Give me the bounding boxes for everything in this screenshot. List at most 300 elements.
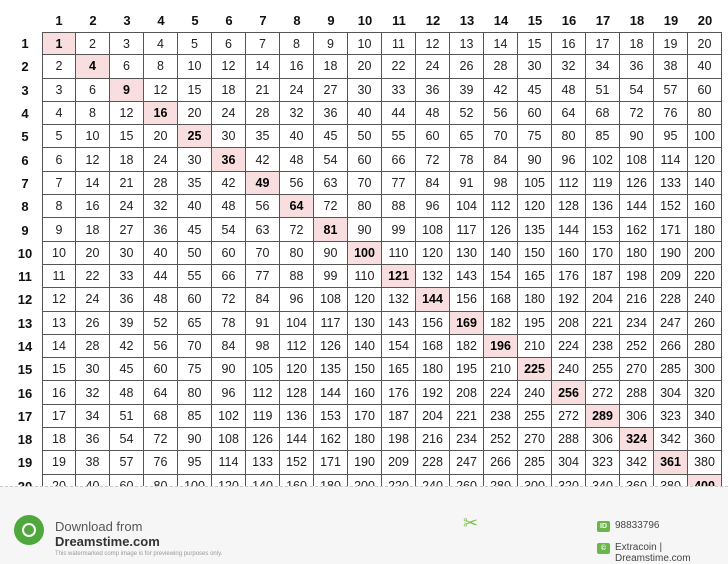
square-cell: 49	[246, 172, 280, 195]
row-header: 4	[21, 106, 29, 122]
product-cell: 340	[688, 405, 722, 428]
product-cell: 8	[76, 102, 110, 125]
product-cell: 285	[654, 358, 688, 381]
product-cell: 24	[110, 195, 144, 218]
product-cell: 238	[484, 405, 518, 428]
product-cell: 7	[42, 172, 76, 195]
product-cell: 342	[620, 451, 654, 474]
product-cell: 216	[416, 428, 450, 451]
product-cell: 30	[110, 242, 144, 265]
product-cell: 165	[382, 358, 416, 381]
product-cell: 10	[348, 32, 382, 55]
product-cell: 234	[620, 312, 654, 335]
product-cell: 32	[144, 195, 178, 218]
product-cell: 108	[212, 428, 246, 451]
product-cell: 255	[518, 405, 552, 428]
column-header: 14	[493, 12, 509, 28]
product-cell: 140	[688, 172, 722, 195]
product-cell: 78	[450, 148, 484, 171]
product-cell: 96	[280, 288, 314, 311]
column-header: 15	[527, 12, 543, 28]
product-cell: 380	[688, 451, 722, 474]
product-cell: 57	[110, 451, 144, 474]
product-cell: 80	[178, 381, 212, 404]
disclaimer-text: This watermarked comp image is for previewing purposes only.	[55, 551, 223, 557]
product-cell: 28	[484, 55, 518, 78]
product-cell: 323	[654, 405, 688, 428]
square-cell: 289	[586, 405, 620, 428]
product-cell: 247	[654, 312, 688, 335]
product-cell: 70	[348, 172, 382, 195]
product-cell: 144	[280, 428, 314, 451]
product-cell: 35	[246, 125, 280, 148]
column-header: 12	[425, 12, 441, 28]
product-cell: 144	[314, 381, 348, 404]
product-cell: 144	[552, 218, 586, 241]
product-cell: 72	[280, 218, 314, 241]
row-header: 3	[21, 82, 29, 98]
product-cell: 60	[212, 242, 246, 265]
product-cell: 38	[654, 55, 688, 78]
product-cell: 42	[246, 148, 280, 171]
product-cell: 180	[688, 218, 722, 241]
product-cell: 306	[620, 405, 654, 428]
product-cell: 28	[246, 102, 280, 125]
product-cell: 54	[314, 148, 348, 171]
product-cell: 38	[76, 451, 110, 474]
square-cell: 196	[484, 335, 518, 358]
product-cell: 20	[144, 125, 178, 148]
product-cell: 105	[518, 172, 552, 195]
product-cell: 153	[314, 405, 348, 428]
product-cell: 45	[314, 125, 348, 148]
product-cell: 26	[450, 55, 484, 78]
product-cell: 126	[314, 335, 348, 358]
product-cell: 16	[76, 195, 110, 218]
product-cell: 247	[450, 451, 484, 474]
product-cell: 80	[552, 125, 586, 148]
product-cell: 84	[246, 288, 280, 311]
product-cell: 130	[348, 312, 382, 335]
product-cell: 36	[620, 55, 654, 78]
product-cell: 221	[450, 405, 484, 428]
column-header: 11	[392, 12, 406, 28]
product-cell: 88	[382, 195, 416, 218]
product-cell: 55	[178, 265, 212, 288]
product-cell: 9	[314, 32, 348, 55]
product-cell: 51	[586, 79, 620, 102]
product-cell: 176	[382, 381, 416, 404]
product-cell: 60	[348, 148, 382, 171]
product-cell: 120	[348, 288, 382, 311]
product-cell: 171	[654, 218, 688, 241]
product-cell: 60	[518, 102, 552, 125]
product-cell: 19	[654, 32, 688, 55]
row-header: 8	[21, 199, 29, 215]
product-cell: 17	[42, 405, 76, 428]
product-cell: 7	[246, 32, 280, 55]
product-cell: 12	[416, 32, 450, 55]
row-header: 18	[17, 432, 33, 448]
product-cell: 102	[212, 405, 246, 428]
product-cell: 30	[518, 55, 552, 78]
product-cell: 3	[110, 32, 144, 55]
product-cell: 30	[76, 358, 110, 381]
product-cell: 66	[382, 148, 416, 171]
product-cell: 260	[688, 312, 722, 335]
column-header: 19	[663, 12, 679, 28]
product-cell: 150	[518, 242, 552, 265]
product-cell: 108	[416, 218, 450, 241]
product-cell: 64	[552, 102, 586, 125]
column-header: 5	[191, 12, 199, 28]
row-header: 9	[21, 222, 29, 238]
product-cell: 192	[416, 381, 450, 404]
product-cell: 323	[586, 451, 620, 474]
product-cell: 252	[484, 428, 518, 451]
product-cell: 52	[144, 312, 178, 335]
product-cell: 12	[110, 102, 144, 125]
column-header: 10	[357, 12, 373, 28]
product-cell: 35	[178, 172, 212, 195]
product-cell: 42	[110, 335, 144, 358]
product-cell: 272	[552, 405, 586, 428]
product-cell: 224	[552, 335, 586, 358]
row-header: 19	[17, 455, 33, 471]
product-cell: 272	[586, 381, 620, 404]
product-cell: 72	[314, 195, 348, 218]
product-cell: 126	[246, 428, 280, 451]
product-cell: 48	[212, 195, 246, 218]
product-cell: 288	[620, 381, 654, 404]
product-cell: 72	[212, 288, 246, 311]
product-cell: 4	[42, 102, 76, 125]
product-cell: 39	[110, 312, 144, 335]
product-cell: 270	[518, 428, 552, 451]
credit-text: Extracoin | Dreamstime.com	[615, 542, 691, 564]
product-cell: 8	[280, 32, 314, 55]
product-cell: 54	[620, 79, 654, 102]
product-cell: 98	[246, 335, 280, 358]
product-cell: 152	[280, 451, 314, 474]
product-cell: 48	[416, 102, 450, 125]
product-cell: 75	[178, 358, 212, 381]
product-cell: 3	[42, 79, 76, 102]
product-cell: 119	[246, 405, 280, 428]
product-cell: 20	[688, 32, 722, 55]
column-header: 17	[595, 12, 611, 28]
product-cell: 266	[484, 451, 518, 474]
row-header: 14	[17, 339, 33, 354]
product-cell: 108	[620, 148, 654, 171]
column-header: 7	[259, 12, 267, 28]
product-cell: 133	[246, 451, 280, 474]
product-cell: 13	[450, 32, 484, 55]
product-cell: 72	[144, 428, 178, 451]
product-cell: 18	[314, 55, 348, 78]
product-cell: 12	[76, 148, 110, 171]
product-cell: 216	[620, 288, 654, 311]
product-cell: 40	[144, 242, 178, 265]
product-cell: 208	[552, 312, 586, 335]
product-cell: 156	[416, 312, 450, 335]
product-cell: 195	[450, 358, 484, 381]
product-cell: 190	[348, 451, 382, 474]
product-cell: 56	[246, 195, 280, 218]
product-cell: 150	[348, 358, 382, 381]
column-header: 2	[89, 12, 97, 28]
product-cell: 80	[280, 242, 314, 265]
product-cell: 234	[450, 428, 484, 451]
square-cell: 1	[42, 32, 76, 55]
product-cell: 144	[620, 195, 654, 218]
product-cell: 30	[178, 148, 212, 171]
row-header: 12	[17, 292, 33, 308]
product-cell: 2	[42, 55, 76, 78]
column-header: 3	[123, 12, 131, 28]
product-cell: 117	[314, 312, 348, 335]
product-cell: 72	[416, 148, 450, 171]
product-cell: 114	[212, 451, 246, 474]
product-cell: 75	[518, 125, 552, 148]
column-header: 9	[327, 12, 335, 28]
watermark-footer	[0, 486, 728, 564]
product-cell: 135	[518, 218, 552, 241]
product-cell: 220	[688, 265, 722, 288]
product-cell: 48	[144, 288, 178, 311]
product-cell: 228	[654, 288, 688, 311]
product-cell: 120	[416, 242, 450, 265]
product-cell: 5	[42, 125, 76, 148]
product-cell: 140	[484, 242, 518, 265]
product-cell: 48	[110, 381, 144, 404]
product-cell: 16	[552, 32, 586, 55]
product-cell: 195	[518, 312, 552, 335]
product-cell: 52	[450, 102, 484, 125]
product-cell: 198	[382, 428, 416, 451]
product-cell: 32	[76, 381, 110, 404]
product-cell: 20	[76, 242, 110, 265]
product-cell: 24	[280, 79, 314, 102]
product-cell: 132	[416, 265, 450, 288]
product-cell: 90	[620, 125, 654, 148]
column-header: 8	[293, 12, 301, 28]
product-cell: 54	[110, 428, 144, 451]
square-cell: 361	[654, 451, 688, 474]
product-cell: 153	[586, 218, 620, 241]
product-cell: 51	[110, 405, 144, 428]
row-header: 11	[18, 269, 32, 285]
product-cell: 210	[518, 335, 552, 358]
product-cell: 198	[620, 265, 654, 288]
product-cell: 270	[620, 358, 654, 381]
product-cell: 16	[280, 55, 314, 78]
product-cell: 104	[280, 312, 314, 335]
product-cell: 105	[246, 358, 280, 381]
square-cell: 36	[212, 148, 246, 171]
row-header: 17	[17, 408, 33, 424]
product-cell: 128	[552, 195, 586, 218]
product-cell: 133	[654, 172, 688, 195]
product-cell: 33	[382, 79, 416, 102]
product-cell: 180	[348, 428, 382, 451]
product-cell: 40	[280, 125, 314, 148]
product-cell: 15	[42, 358, 76, 381]
product-cell: 13	[42, 312, 76, 335]
product-cell: 5	[178, 32, 212, 55]
product-cell: 182	[450, 335, 484, 358]
product-cell: 48	[280, 148, 314, 171]
product-cell: 96	[552, 148, 586, 171]
row-header: 1	[21, 36, 29, 52]
product-cell: 90	[178, 428, 212, 451]
product-cell: 40	[348, 102, 382, 125]
product-cell: 42	[212, 172, 246, 195]
product-cell: 90	[518, 148, 552, 171]
product-cell: 6	[76, 79, 110, 102]
row-header: 7	[21, 175, 29, 191]
product-cell: 64	[144, 381, 178, 404]
row-header: 2	[21, 59, 29, 75]
product-cell: 112	[280, 335, 314, 358]
product-cell: 90	[348, 218, 382, 241]
product-cell: 48	[552, 79, 586, 102]
scissors-icon: ✂	[463, 513, 479, 533]
product-cell: 240	[688, 288, 722, 311]
site-name[interactable]: Dreamstime.com	[55, 534, 160, 549]
product-cell: 18	[110, 148, 144, 171]
product-cell: 45	[178, 218, 212, 241]
product-cell: 8	[144, 55, 178, 78]
product-cell: 228	[416, 451, 450, 474]
product-cell: 22	[382, 55, 416, 78]
square-cell: 121	[382, 265, 416, 288]
multiplication-table	[8, 8, 722, 498]
product-cell: 76	[654, 102, 688, 125]
product-cell: 40	[178, 195, 212, 218]
product-cell: 112	[246, 381, 280, 404]
column-header: 1	[55, 12, 63, 28]
product-cell: 182	[484, 312, 518, 335]
product-cell: 56	[280, 172, 314, 195]
product-cell: 288	[552, 428, 586, 451]
product-cell: 300	[688, 358, 722, 381]
product-cell: 30	[212, 125, 246, 148]
row-header: 13	[17, 315, 33, 331]
product-cell: 17	[586, 32, 620, 55]
product-cell: 12	[42, 288, 76, 311]
product-cell: 24	[76, 288, 110, 311]
square-cell: 16	[144, 102, 178, 125]
product-cell: 14	[246, 55, 280, 78]
product-cell: 9	[42, 218, 76, 241]
square-cell: 64	[280, 195, 314, 218]
product-cell: 108	[314, 288, 348, 311]
product-cell: 84	[212, 335, 246, 358]
product-cell: 112	[552, 172, 586, 195]
product-cell: 162	[314, 428, 348, 451]
product-cell: 165	[518, 265, 552, 288]
product-cell: 143	[450, 265, 484, 288]
product-cell: 285	[518, 451, 552, 474]
product-cell: 18	[42, 428, 76, 451]
product-cell: 60	[144, 358, 178, 381]
product-cell: 120	[280, 358, 314, 381]
product-cell: 42	[484, 79, 518, 102]
product-cell: 15	[178, 79, 212, 102]
square-cell: 256	[552, 381, 586, 404]
product-cell: 15	[518, 32, 552, 55]
product-cell: 44	[144, 265, 178, 288]
product-cell: 209	[382, 451, 416, 474]
product-cell: 120	[688, 148, 722, 171]
product-cell: 18	[76, 218, 110, 241]
row-header: 16	[17, 385, 33, 401]
product-cell: 60	[178, 288, 212, 311]
product-cell: 36	[110, 288, 144, 311]
product-cell: 70	[246, 242, 280, 265]
product-cell: 60	[416, 125, 450, 148]
product-cell: 154	[382, 335, 416, 358]
product-cell: 152	[654, 195, 688, 218]
product-cell: 221	[586, 312, 620, 335]
product-cell: 252	[620, 335, 654, 358]
product-cell: 187	[382, 405, 416, 428]
product-cell: 24	[212, 102, 246, 125]
product-cell: 57	[654, 79, 688, 102]
product-cell: 90	[314, 242, 348, 265]
product-cell: 168	[416, 335, 450, 358]
product-cell: 208	[450, 381, 484, 404]
product-cell: 60	[688, 79, 722, 102]
product-cell: 104	[450, 195, 484, 218]
product-cell: 96	[212, 381, 246, 404]
product-cell: 14	[42, 335, 76, 358]
product-cell: 168	[484, 288, 518, 311]
product-cell: 19	[42, 451, 76, 474]
product-cell: 65	[178, 312, 212, 335]
product-cell: 136	[586, 195, 620, 218]
product-cell: 34	[586, 55, 620, 78]
product-cell: 78	[212, 312, 246, 335]
product-cell: 98	[484, 172, 518, 195]
square-cell: 144	[416, 288, 450, 311]
product-cell: 136	[280, 405, 314, 428]
product-cell: 209	[654, 265, 688, 288]
column-header: 6	[225, 12, 233, 28]
product-cell: 210	[484, 358, 518, 381]
square-cell: 9	[110, 79, 144, 102]
product-cell: 34	[76, 405, 110, 428]
product-cell: 304	[552, 451, 586, 474]
product-cell: 55	[382, 125, 416, 148]
product-cell: 40	[688, 55, 722, 78]
product-cell: 20	[348, 55, 382, 78]
product-cell: 21	[246, 79, 280, 102]
product-cell: 132	[382, 288, 416, 311]
product-cell: 304	[654, 381, 688, 404]
product-cell: 187	[586, 265, 620, 288]
product-cell: 117	[450, 218, 484, 241]
product-cell: 24	[144, 148, 178, 171]
product-cell: 63	[314, 172, 348, 195]
product-cell: 70	[484, 125, 518, 148]
square-cell: 25	[178, 125, 212, 148]
product-cell: 50	[348, 125, 382, 148]
product-cell: 76	[144, 451, 178, 474]
product-cell: 90	[212, 358, 246, 381]
product-cell: 96	[416, 195, 450, 218]
